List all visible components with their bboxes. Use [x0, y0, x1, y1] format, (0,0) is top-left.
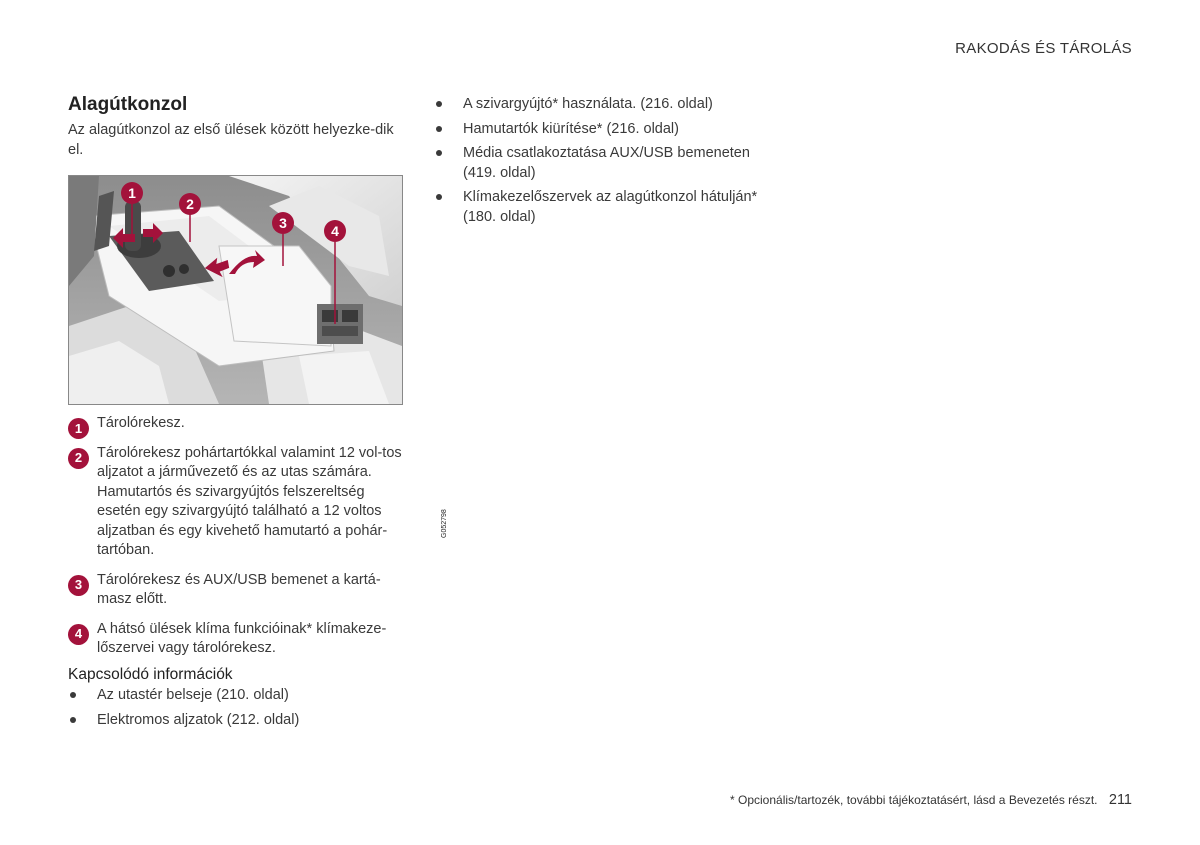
callout-text: A hátsó ülések klíma funkcióinak* klímakeze-lőszervei vagy tárolórekesz.	[97, 620, 387, 656]
callout-number: 2	[68, 448, 89, 469]
related-link[interactable]: A szivargyújtó* használata. (216. oldal)	[434, 95, 774, 115]
callout-text: Tárolórekesz pohártartókkal valamint 12 vol-tos aljzatot a járművezető és az utas számára. Hamutartós és szivargyújtós felszereltség esetén egy szivargyújtó található a 12 voltos aljzatban és egy kivehető hamutartó a pohár-tartóban.	[97, 444, 402, 558]
callout-text: Tárolórekesz és AUX/USB bemenet a kartá-masz előtt.	[97, 571, 381, 607]
related-link[interactable]: Elektromos aljzatok (212. oldal)	[68, 711, 398, 731]
related-link[interactable]: Hamutartók kiürítése* (216. oldal)	[434, 120, 774, 140]
callout-badge-4	[324, 220, 346, 242]
page-number: 211	[1108, 792, 1132, 808]
callout-number: 1	[68, 418, 89, 439]
footer	[730, 792, 1132, 808]
svg-text:2: 2	[186, 196, 194, 212]
page-title: Alagútkonzol	[68, 94, 188, 115]
callout-number: 3	[68, 575, 89, 596]
callout-text: Tárolórekesz.	[97, 415, 185, 431]
related-link[interactable]: Az utastér belseje (210. oldal)	[68, 686, 398, 706]
related-info-list	[68, 686, 398, 735]
related-link[interactable]: Klímakezelőszervek az alagútkonzol hátulján* (180. oldal)	[434, 188, 774, 227]
callout-badge-2	[179, 193, 201, 215]
svg-text:1: 1	[128, 185, 136, 201]
callout-badge-1	[121, 182, 143, 204]
callout-number: 4	[68, 624, 89, 645]
callout-item	[68, 620, 403, 659]
svg-text:3: 3	[279, 215, 287, 231]
callout-item	[68, 571, 403, 610]
callout-list	[68, 414, 403, 669]
svg-text:4: 4	[331, 223, 339, 239]
callout-item	[68, 444, 403, 561]
optional-equipment-note: * Opcionális/tartozék, további tájékoztatásért, lásd a Bevezetés részt.	[730, 793, 1098, 807]
related-info-heading: Kapcsolódó információk	[68, 666, 233, 683]
intro-paragraph: Az alagútkonzol az első ülések között helyezke-dik el.	[68, 122, 394, 158]
related-link[interactable]: Média csatlakoztatása AUX/USB bemeneten (419. oldal)	[434, 144, 774, 183]
figure-code: G052798	[441, 509, 448, 538]
callout-item	[68, 414, 403, 434]
callout-badge-3	[272, 212, 294, 234]
related-info-list-continued	[434, 95, 774, 232]
section-header: RAKODÁS ÉS TÁROLÁS	[955, 40, 1132, 57]
